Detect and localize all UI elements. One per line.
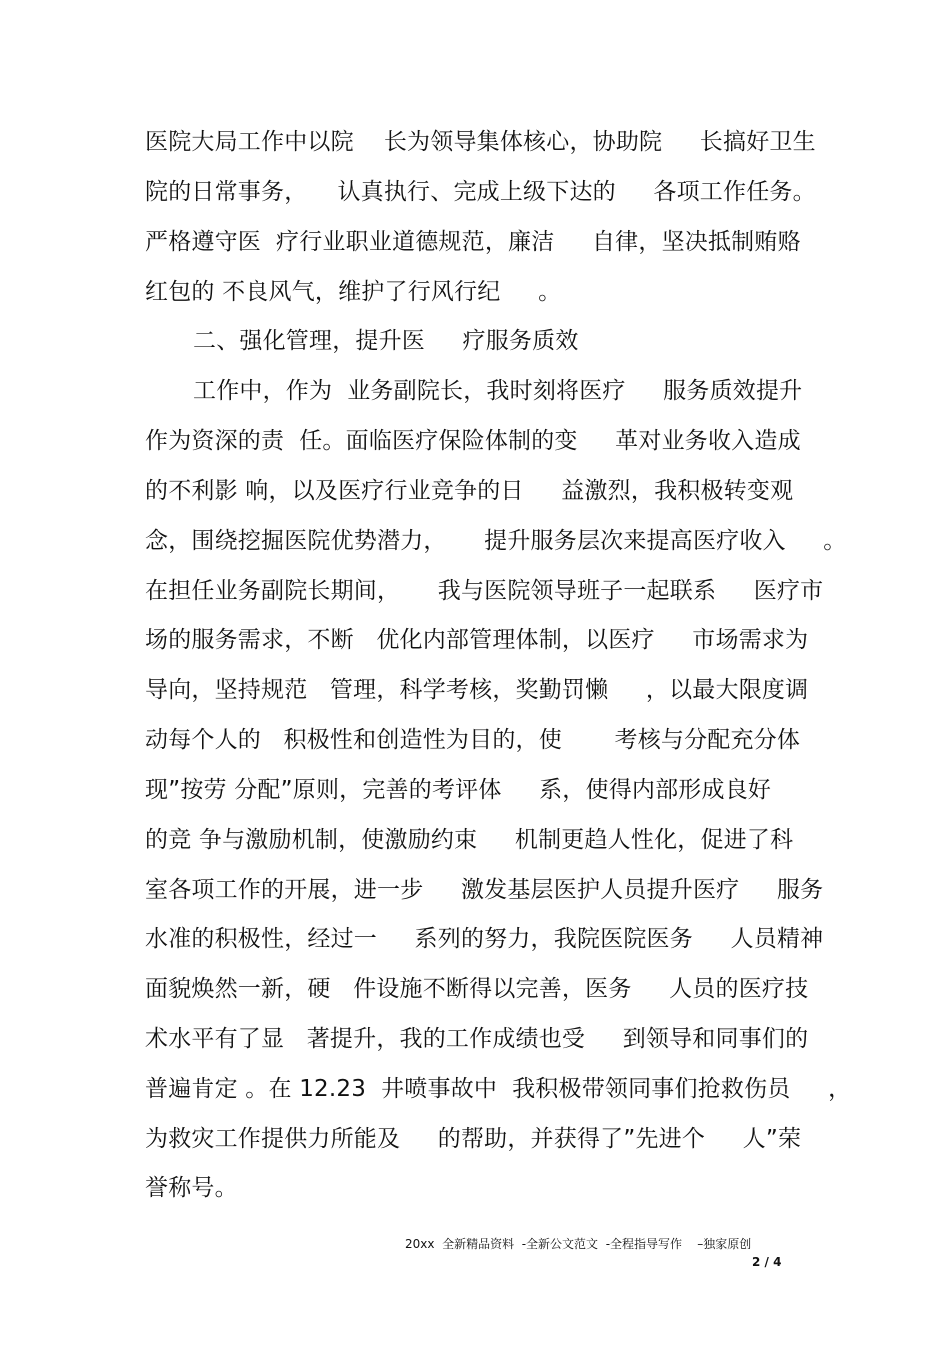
body-line: 医院大局工作中以院 长为领导集体核心，协助院 长搞好卫生 [145,129,816,155]
body-line: 严格遵守医 疗行业职业道德规范，廉洁 自律，坚决抵制贿赂 [145,229,801,255]
body-line: 的竞 争与激励机制，使激励约束 机制更趋人性化，促进了科 [145,827,794,853]
body-line: 术水平有了显 著提升，我的工作成绩也受 到领导和同事们的 [145,1026,809,1052]
body-line: 为救灾工作提供力所能及 的帮助，并获得了”先进个 人”荣 [145,1126,802,1152]
footer-text: 20xx 全新精品资料 -全新公文范文 -全程指导写作 –独家原创 [405,1237,752,1251]
page-number: 2 / 4 [752,1255,782,1269]
body-line: 红包的 不良风气，维护了行风行纪 。 [145,279,562,305]
body-line: 场的服务需求，不断 优化内部管理体制，以医疗 市场需求为 [145,627,809,653]
section-heading: 二、强化管理，提升医 疗服务质效 [193,328,579,354]
body-line: 面貌焕然一新，硬 件设施不断得以完善，医务 人员的医疗技 [145,976,809,1002]
body-line: 誉称号。 [145,1175,238,1201]
body-line: 室各项工作的开展，进一步 激发基层医护人员提升医疗 服务 [145,877,824,903]
body-line: 导向，坚持规范 管理，科学考核，奖勤罚懒 ，以最大限度调 [145,677,809,703]
body-line: 水准的积极性，经过一 系列的努力，我院医院医务 人员精神 [145,926,824,952]
body-line: 院的日常事务， 认真执行、完成上级下达的 各项工作任务。 [145,179,816,205]
body-line: 念，围绕挖掘医院优势潜力， 提升服务层次来提高医疗收入 。 [145,528,847,554]
body-line: 的不利影 响，以及医疗行业竞争的日 益激烈，我积极转变观 [145,478,794,504]
body-line: 普遍肯定 。在 12.23 井喷事故中 我积极带领同事们抢救伤员 ， [145,1076,852,1102]
body-line: 在担任业务副院长期间， 我与医院领导班子一起联系 医疗市 [145,578,824,604]
body-line: 工作中，作为 业务副院长，我时刻将医疗 服务质效提升 [193,378,803,404]
body-line: 作为资深的责 任。面临医疗保险体制的变 革对业务收入造成 [145,428,801,454]
body-line: 现”按劳 分配”原则，完善的考评体 系，使得内部形成良好 [145,777,772,803]
body-line: 动每个人的 积极性和创造性为目的，使 考核与分配充分体 [145,727,801,753]
